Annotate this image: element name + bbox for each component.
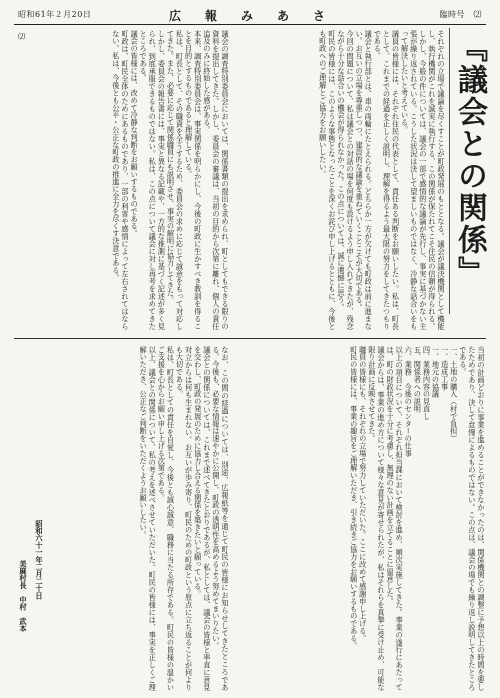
article-body-top-left: 議会の調査特別委員会においては、関係書類の提出を求められ、町としてもできる限りの資料を提出してきた。しかし、委員会の審議は、当初の目的から次第に離れ、個人の責任追及のみに終始した感がある。 本来、調査特別委員会は、事実関係を明らかにし、今後の町政に生かすべき教訓を得ることを目的とするものであると理解している。 私は、町長として、その職責を全うするため、委員会の求めに応じて誠意をもって対応してきた。また、必要に応じて関係職員にも説明させ、事実の解明に協力してきた。 しかし、委員会の報告書には、事実と異なる記載や、一方的な推測に基づく記述が多く見られ、到底承服できるものではない。私は、この点について議会に対し再考を求めてきたところである。 議会の皆様には、改めて冷静な判断をお願いするものである。 町政は、町民全体のためにあるものであり、一部の利害や感情によって左右されてはならない。私は、今後とも公平・公正な町政の推進に全力を尽くす決意である。 (111, 30, 230, 330)
article-headline: 『議会との関係』 (449, 28, 488, 314)
mayor-signature: 美麻村長 中村 武本 (19, 560, 28, 632)
page-header (14, 8, 486, 25)
issue-number: 臨時号 ⑵ (439, 10, 482, 19)
issue-date: 昭和61年２月20日 (18, 10, 92, 19)
article-body-top-right: それぞれの立場で議論を尽くすことが町政発展のもととなる。議会が議決機関として機能し、執行機関がこれを誠実に執行する、この関係が保たれてこそ住民の信頼が得られる。しかし、今般の件については、議会の一部で感情的な議論が先行し、事実に基づかない主張が繰り返されている。こうした状況は決して望ましいものではなく、冷静な話合いをもって解決したいと考えている。 議員の皆様には、それぞれ住民の代表として、責任ある判断をお願いしたい。私は、町長として、これまでの経過を正しく説明し、理解を得るよう最大限の努力をしてきたつもりである。 議会と執行部とは、車の両輪にたとえられる。どちらか一方が欠けても町政は前に進まない。お互いの立場を尊重しつつ、建設的な議論を重ねていくことこそが大切である。 今回の問題について、私は議会との対話の場を何度も設けるよう申し入れてきたが、残念ながら十分な話合いの機会が得られなかった。この点については、誠に遺憾に思う。 町民の皆様には、このような事態となったことを深くお詫び申し上げるとともに、今後とも町政へのご理解とご協力をお願いしたい。 (318, 30, 446, 330)
article-body-bottom-right: 当初の計画どおりに事業を進めることができなかったのは、関係機関との調整に予想以上の時間を要したためであり、決して怠慢によるものではない。この点は、議会の場でも繰り返し説明してきたところである。 一、土地の購入（村で負担） 一、造成工事 一、地元の協議 四、業務内容の見直し 五、関係者への説明 六、業務 今後のセンターの仕事 以上の項目について、それぞれ担当課において検討を進め、順次実施してきた。事業の遂行にあたっては、町の財政状況を十分に考慮し、無理のない計画を立てることに留意した。 議会からは、事業の進め方について様々な意見が寄せられたが、私はそれらを真摯に受け止め、可能な限り計画に反映させてきた。 職員の皆様にも、それぞれの立場で努力していただいた。ここに改めて感謝申し上げる。 町民の皆様には、事業の趣旨をご理解いただき、引き続きご協力をお願いするものである。 (349, 346, 486, 691)
band-divider (14, 338, 486, 339)
newsletter-title: 広 報 み あ さ (168, 9, 331, 23)
closing-date: 昭和六十一年二月二十日 (35, 520, 44, 600)
article-body-bottom-left: なお、この間の経過については、別途、広報紙等を通じて町民の皆様にお知らせしてきたところである。今後も、必要な情報は速やかに公開し、町政の透明性を高めるよう努めてまいりたい。 議会との関係については、これまで述べてきたとおりであるが、私としては、議会の皆様と率直に意見を交わし、町政の発展のために協力し合える関係を築きたいと願っている。 対立からは何も生まれない。お互いが歩み寄り、町民のための町政という原点に立ち返ることが何よりも大切である。 私は、町長としての責任を自覚し、今後とも誠心誠意、職務に当たる所存である。町民の皆様の温かいご支援を心からお願い申し上げる次第である。 以上、議会との関係について、私の考えを述べさせていただいた。町民の皆様には、事実を正しくご理解いただき、公正なご判断をいただくようお願いしたい。 (139, 346, 230, 691)
page-label: ⑵ (18, 32, 26, 41)
